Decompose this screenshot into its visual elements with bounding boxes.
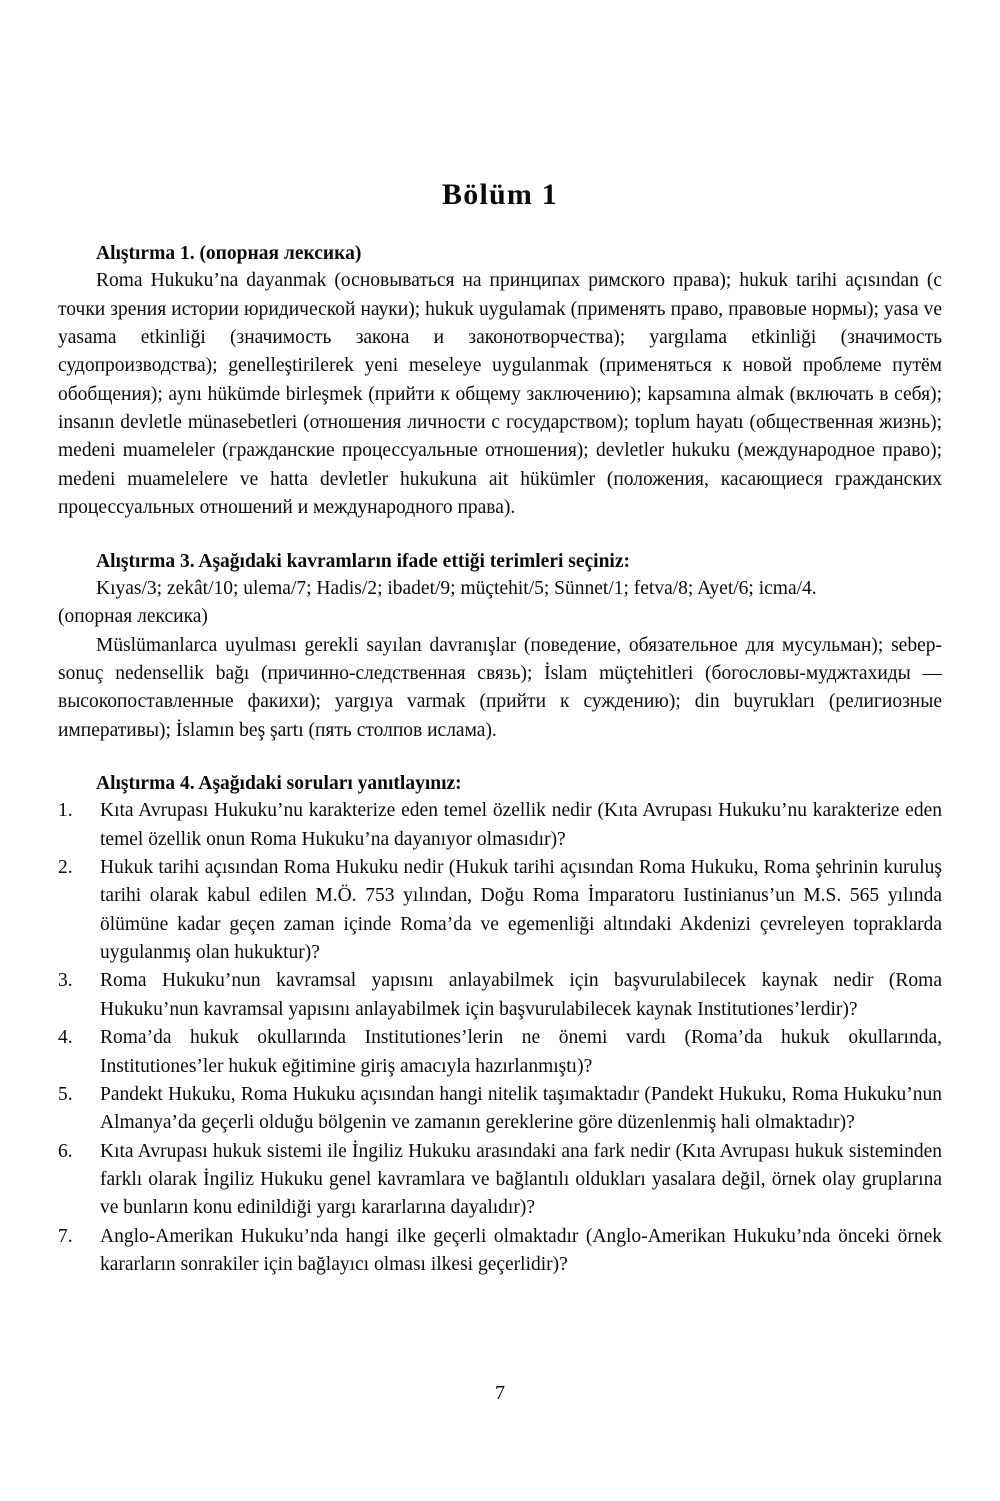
list-item — [58, 1138, 942, 1223]
question-text: Pandekt Hukuku, Roma Hukuku açısından hangi nitelik taşımaktadır (Pandekt Hukuku, Roma Hukuku’nun Almanya’da geçerli olduğu bölgenin ve zamanın gereklerine göre düzenlenmiş hali olmaktadır)? — [100, 1083, 942, 1134]
question-number: 7. — [58, 1225, 73, 1247]
question-number: 2. — [58, 857, 73, 879]
exercise-1-heading: Alıştırma 1. (опорная лексика) — [96, 243, 362, 264]
exercise-3-section — [58, 549, 942, 745]
exercise-4-section — [58, 771, 942, 1279]
question-text: Roma’da hukuk okullarında Institutiones’lerin ne önemi vardı (Roma’da hukuk okullarında, Institutiones’ler hukuk eğitimine giriş amacıyla hazırlanmıştı)? — [100, 1027, 942, 1077]
question-number: 6. — [58, 1140, 73, 1162]
title-spacer — [58, 211, 942, 241]
list-item — [58, 1024, 942, 1081]
section-spacer-2 — [58, 745, 942, 771]
exercise-3-lexicon-note: (опорная лексика) — [58, 606, 208, 628]
exercise-3-body: Müslümanlarca uyulması gerekli sayılan davranışlar (поведение, обязательное для мусульман); sebep-sonuç nedensellik bağı (причинно-следственная связь); İslam müçtehitleri (богословы-муджтахиды — высокопоставленные факихи); yargıya varmak (прийти к суждению); din buyrukları (религиозные императивы); İslamın beş şartı (пять столпов ислама). — [58, 634, 942, 741]
question-number: 5. — [58, 1083, 73, 1105]
question-number: 4. — [58, 1027, 73, 1049]
exercise-1-body: Roma Hukuku’na dayanmak (основываться на принципах римского права); hukuk tarihi açısından (с точки зрения истории юридической науки); hukuk uygulamak (применять право, правовые нормы); yasa ve yasama etkinliği (значимость закона и законотворчества); yargılama etkinliği (значимость судопроизводства); genelleştirilerek yeni meseleye uygulanmak (применяться к новой проблеме путём обобщения); aynı hükümde birleşmek (прийти к общему заключению); kapsamına almak (включать в себя); insanın devletle münasebetleri (отношения личности с государством); toplum hayatı (общественная жизнь); medeni muameleler (гражданские процессуальные отношения); devletler hukuku (международное право); medeni muamelelere ve hatta devletler hukukuna ait hükümler (положения, касающиеся гражданских процессуальных отношений и международного права). — [58, 270, 942, 519]
exercise-3-heading: Alıştırma 3. Aşağıdaki kavramların ifade ettiği terimleri seçiniz: — [96, 550, 630, 572]
question-number: 3. — [58, 970, 73, 992]
list-item — [58, 1081, 942, 1138]
section-spacer-1 — [58, 523, 942, 549]
question-list — [58, 797, 942, 1279]
page-content — [58, 0, 942, 1279]
question-text: Hukuk tarihi açısından Roma Hukuku nedir (Hukuk tarihi açısından Roma Hukuku, Roma şehrinin kuruluş tarihi olarak kabul edilen M.Ö. 753 yılından, Doğu Roma İmparatoru Iustinianus’un M.S. 565 yılında ölümüne kadar geçen zaman içinde Roma’da ve egemenliği altındaki Akdenizi çevreleyen topraklarda uygulanmış olan hukuktur)? — [100, 857, 942, 964]
question-text: Kıta Avrupası hukuk sistemi ile İngiliz Hukuku arasındaki ana fark nedir (Kıta Avrupası hukuk sisteminden farklı olarak İngiliz Hukuku genel kavramlara ve bağlantılı oldukları yasalara değil, örnek olay gruplarına ve bunların konu edinildiği yargı kararlarına dayalıdır)? — [100, 1140, 942, 1219]
page-number: 7 — [495, 1382, 505, 1404]
page-title: Bölüm 1 — [442, 178, 558, 211]
question-text: Anglo-Amerikan Hukuku’nda hangi ilke geçerli olmaktadır (Anglo-Amerikan Hukuku’nda önceki örnek kararların sonrakiler için bağlayıcı olması ilkesi geçerlidir)? — [100, 1225, 942, 1276]
question-number: 1. — [58, 800, 73, 822]
exercise-3-terms-line: Kıyas/3; zekât/10; ulema/7; Hadis/2; ibadet/9; müçtehit/5; Sünnet/1; fetva/8; Ayet/6; icma/4. — [96, 577, 817, 599]
exercise-1-section — [58, 241, 942, 523]
list-item — [58, 1223, 942, 1280]
list-item — [58, 797, 942, 854]
exercise-4-heading: Alıştırma 4. Aşağıdaki soruları yanıtlayınız: — [96, 773, 462, 795]
question-text: Kıta Avrupası Hukuku’nu karakterize eden temel özellik nedir (Kıta Avrupası Hukuku’nu karakterize eden temel özellik onun Roma Hukuku’na dayanıyor olmasıdır)? — [100, 800, 942, 850]
question-text: Roma Hukuku’nun kavramsal yapısını anlayabilmek için başvurulabilecek kaynak nedir (Roma Hukuku’nun kavramsal yapısını anlayabilmek için başvurulabilecek kaynak Institutiones’lerdir)? — [100, 970, 942, 1020]
list-item — [58, 967, 942, 1024]
list-item — [58, 854, 942, 967]
